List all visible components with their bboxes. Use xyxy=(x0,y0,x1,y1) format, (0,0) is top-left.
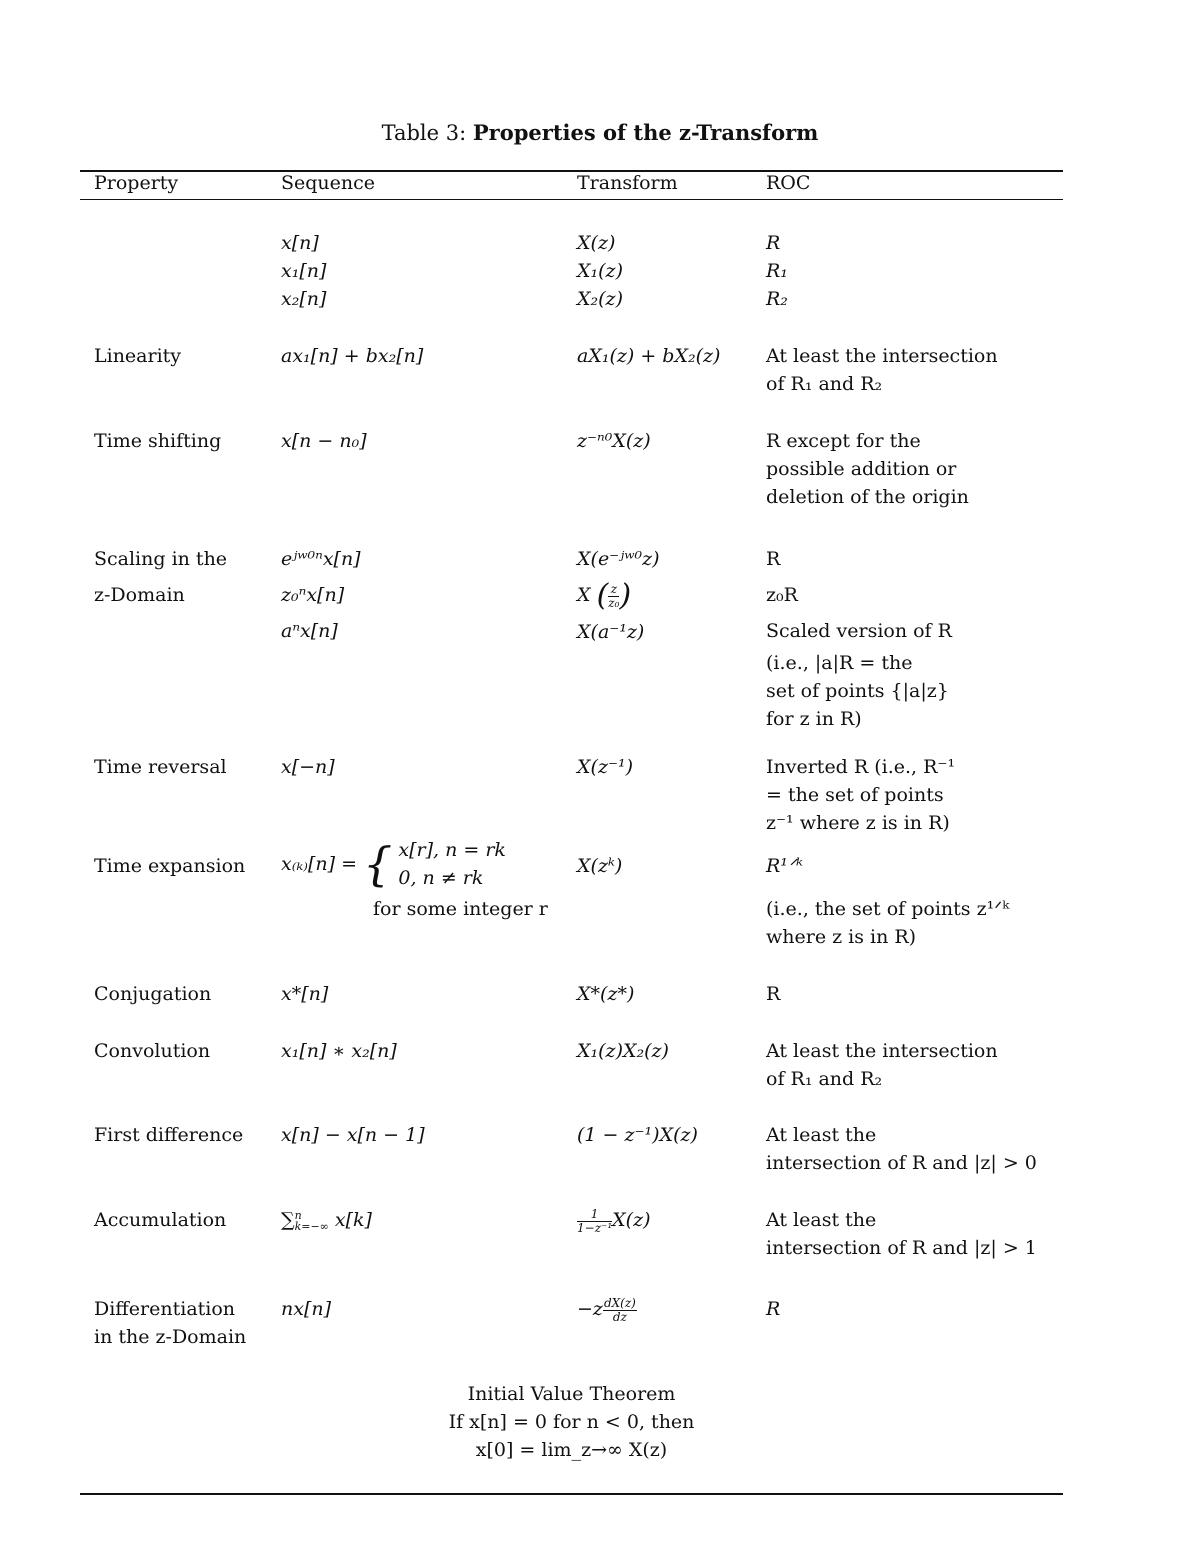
linearity-sequence: ax₁[n] + bx₂[n] xyxy=(281,345,424,367)
initial-value-theorem xyxy=(0,1380,1143,1464)
firstdiff-roc: At least the intersection of R and |z| > 0 xyxy=(766,1124,1037,1174)
header-property: Property xyxy=(94,172,179,194)
convolution-transform: X₁(z)X₂(z) xyxy=(577,1040,669,1062)
timeshift-transform: z⁻ⁿ⁰X(z) xyxy=(577,430,651,452)
timeshift-roc: R except for the possible addition or deletion of the origin xyxy=(766,430,969,508)
convolution-property: Convolution xyxy=(94,1040,211,1062)
header-rule xyxy=(80,199,1063,200)
reversal-property: Time reversal xyxy=(94,756,227,778)
theorem-title: Initial Value Theorem xyxy=(467,1383,676,1405)
expansion-note: for some integer r xyxy=(373,898,548,920)
scaling-sequence: eʲʷ⁰ⁿx[n] z₀ⁿx[n] aⁿx[n] xyxy=(281,548,361,642)
timeshift-property: Time shifting xyxy=(94,430,222,452)
reversal-sequence: x[−n] xyxy=(281,756,335,778)
firstdiff-property: First difference xyxy=(94,1124,244,1146)
theorem-result: x[0] = lim_z→∞ X(z) xyxy=(475,1439,668,1461)
scaling-roc: R z₀R Scaled version of R (i.e., |a|R = the set of points {|a|z} for z in R) xyxy=(766,548,952,730)
top-rule xyxy=(80,170,1063,172)
expansion-transform: X(zᵏ) xyxy=(577,855,623,877)
linearity-property: Linearity xyxy=(94,345,182,367)
scaling-transform: X(e⁻ʲʷ⁰z) X ( $\frac{z}{\text{z₀}}$ ) X(a⁻¹z) xyxy=(577,548,660,643)
differentiation-sequence: nx[n] xyxy=(281,1298,332,1320)
differentiation-roc: R xyxy=(766,1298,781,1320)
base-roc: R R₁ R₂ xyxy=(766,232,788,310)
firstdiff-transform: (1 − z⁻¹)X(z) xyxy=(577,1124,698,1146)
header-sequence: Sequence xyxy=(281,172,376,194)
accumulation-roc: At least the intersection of R and |z| > 1 xyxy=(766,1209,1037,1259)
caption-title: Properties of the z-Transform xyxy=(472,120,819,145)
scaling-property: Scaling in the z-Domain xyxy=(94,548,228,606)
linearity-roc: At least the intersection of R₁ and R₂ xyxy=(766,345,998,395)
scaling-fraction: $\frac{z}{\text{z₀}}$ xyxy=(608,581,620,610)
accumulation-fraction: $\frac{1}{\text{1−z⁻¹}}$ xyxy=(577,1206,613,1235)
caption-prefix: Table 3: xyxy=(381,121,467,145)
theorem-condition: If x[n] = 0 for n < 0, then xyxy=(448,1411,695,1433)
header-transform: Transform xyxy=(577,172,678,194)
table-caption xyxy=(0,120,1200,145)
differentiation-transform: −z $\frac{dX(z)}{dz}$ xyxy=(577,1295,636,1324)
expansion-sequence: x₍ₖ₎[n] = { x[r], n = rk 0, n ≠ rk xyxy=(281,837,506,891)
differentiation-fraction: $\frac{dX(z)}{dz}$ xyxy=(603,1295,636,1324)
conjugation-transform: X*(z*) xyxy=(577,983,635,1005)
timeshift-sequence: x[n − n₀] xyxy=(281,430,367,452)
conjugation-sequence: x*[n] xyxy=(281,983,329,1005)
accumulation-property: Accumulation xyxy=(94,1209,227,1231)
reversal-roc: Inverted R (i.e., R⁻¹ = the set of points z⁻¹ where z is in R) xyxy=(766,756,956,834)
conjugation-property: Conjugation xyxy=(94,983,212,1005)
conjugation-roc: R xyxy=(766,983,781,1005)
bottom-rule xyxy=(80,1493,1063,1495)
reversal-transform: X(z⁻¹) xyxy=(577,756,634,778)
accumulation-sequence: ∑ n k=−∞ x[k] xyxy=(281,1209,372,1233)
convolution-sequence: x₁[n] ∗ x₂[n] xyxy=(281,1040,397,1062)
header-roc: ROC xyxy=(766,172,811,194)
expansion-property: Time expansion xyxy=(94,855,246,877)
linearity-transform: aX₁(z) + bX₂(z) xyxy=(577,345,721,367)
base-transform: X(z) X₁(z) X₂(z) xyxy=(577,232,623,310)
convolution-roc: At least the intersection of R₁ and R₂ xyxy=(766,1040,998,1090)
base-seq: x[n] x₁[n] x₂[n] xyxy=(281,232,327,310)
expansion-cases: x[r], n = rk 0, n ≠ rk xyxy=(398,839,506,889)
differentiation-property: Differentiation in the z-Domain xyxy=(94,1298,247,1348)
accumulation-transform: $\frac{1}{\text{1−z⁻¹}}$ X(z) xyxy=(577,1206,651,1235)
expansion-roc: R¹ᐟᵏ (i.e., the set of points z¹ᐟᵏ where z is in R) xyxy=(766,855,1010,948)
firstdiff-sequence: x[n] − x[n − 1] xyxy=(281,1124,425,1146)
